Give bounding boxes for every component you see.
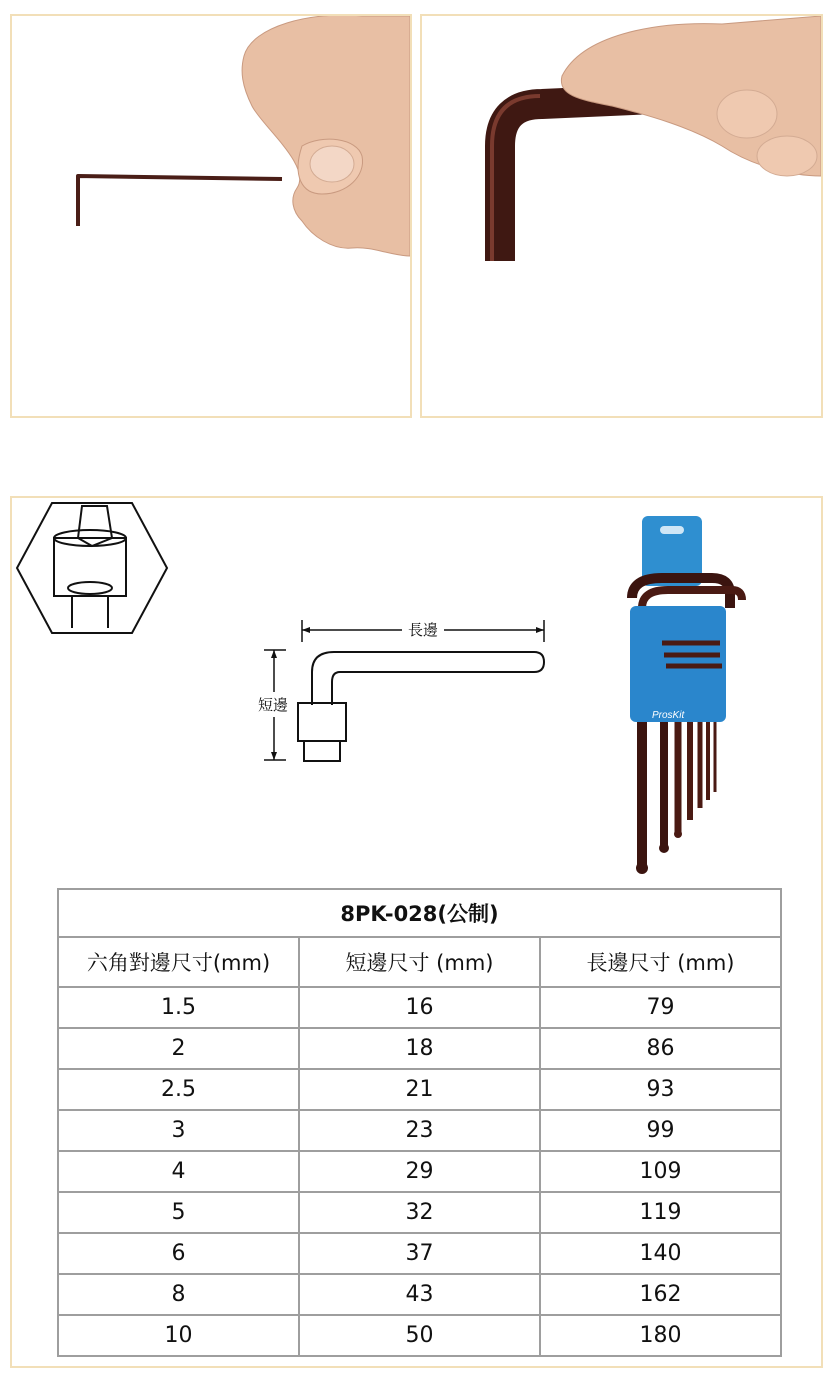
photo-thick-hex-key [420, 14, 823, 418]
thin-hex-key [78, 176, 282, 226]
long-side-cell: 99 [540, 1110, 781, 1151]
hex-size-cell: 6 [58, 1233, 299, 1274]
spec-panel [10, 496, 823, 1368]
table-row [58, 1274, 781, 1315]
long-side-cell: 162 [540, 1274, 781, 1315]
hex-size-cell: 5 [58, 1192, 299, 1233]
short-side-cell: 23 [299, 1110, 540, 1151]
hex-size-cell: 10 [58, 1315, 299, 1356]
table-row [58, 1028, 781, 1069]
thin-hex-key-photo [12, 16, 410, 416]
table-row [58, 1233, 781, 1274]
size-spec-table [57, 888, 782, 1357]
hex-key-dimension-drawing [252, 610, 552, 770]
short-side-cell: 43 [299, 1274, 540, 1315]
hex-size-cell: 1.5 [58, 987, 299, 1028]
table-row [58, 1110, 781, 1151]
hex-size-cell: 4 [58, 1151, 299, 1192]
hexagon-outline [17, 503, 167, 633]
thick-hex-key-photo [422, 16, 821, 416]
package-brand: ProsKit [652, 710, 685, 721]
long-side-label: 長邊 [402, 619, 444, 640]
hex-size-cell: 3 [58, 1110, 299, 1151]
long-side-cell: 109 [540, 1151, 781, 1192]
key-ball-end [78, 506, 112, 546]
long-side-cell: 180 [540, 1315, 781, 1356]
hex-size-cell: 2.5 [58, 1069, 299, 1110]
short-side-cell: 37 [299, 1233, 540, 1274]
long-side-cell: 93 [540, 1069, 781, 1110]
header-long-side: 長邊尺寸 (mm) [540, 937, 781, 987]
short-side-cell: 29 [299, 1151, 540, 1192]
photo-thin-hex-key [10, 14, 412, 418]
hand-left [242, 16, 410, 256]
table-title: 8PK-028(公制) [58, 889, 781, 937]
header-hex-size: 六角對邊尺寸(mm) [58, 937, 299, 987]
header-short-side: 短邊尺寸 (mm) [299, 937, 540, 987]
short-side-cell: 16 [299, 987, 540, 1028]
hand-right [561, 16, 821, 176]
hex-size-cell: 8 [58, 1274, 299, 1315]
short-side-cell: 50 [299, 1315, 540, 1356]
short-side-cell: 21 [299, 1069, 540, 1110]
long-side-cell: 140 [540, 1233, 781, 1274]
table-row [58, 1192, 781, 1233]
l-key-outline [312, 652, 544, 705]
table-row [58, 1151, 781, 1192]
table-row [58, 987, 781, 1028]
long-side-cell: 119 [540, 1192, 781, 1233]
short-side-cell: 18 [299, 1028, 540, 1069]
hex-size-cell: 2 [58, 1028, 299, 1069]
table-row [58, 1315, 781, 1356]
short-side-cell: 32 [299, 1192, 540, 1233]
table-row [58, 1069, 781, 1110]
long-side-cell: 79 [540, 987, 781, 1028]
hex-socket-illustration [12, 498, 172, 638]
short-side-label: 短邊 [258, 692, 288, 717]
hex-key-set-package [602, 508, 752, 878]
long-side-cell: 86 [540, 1028, 781, 1069]
